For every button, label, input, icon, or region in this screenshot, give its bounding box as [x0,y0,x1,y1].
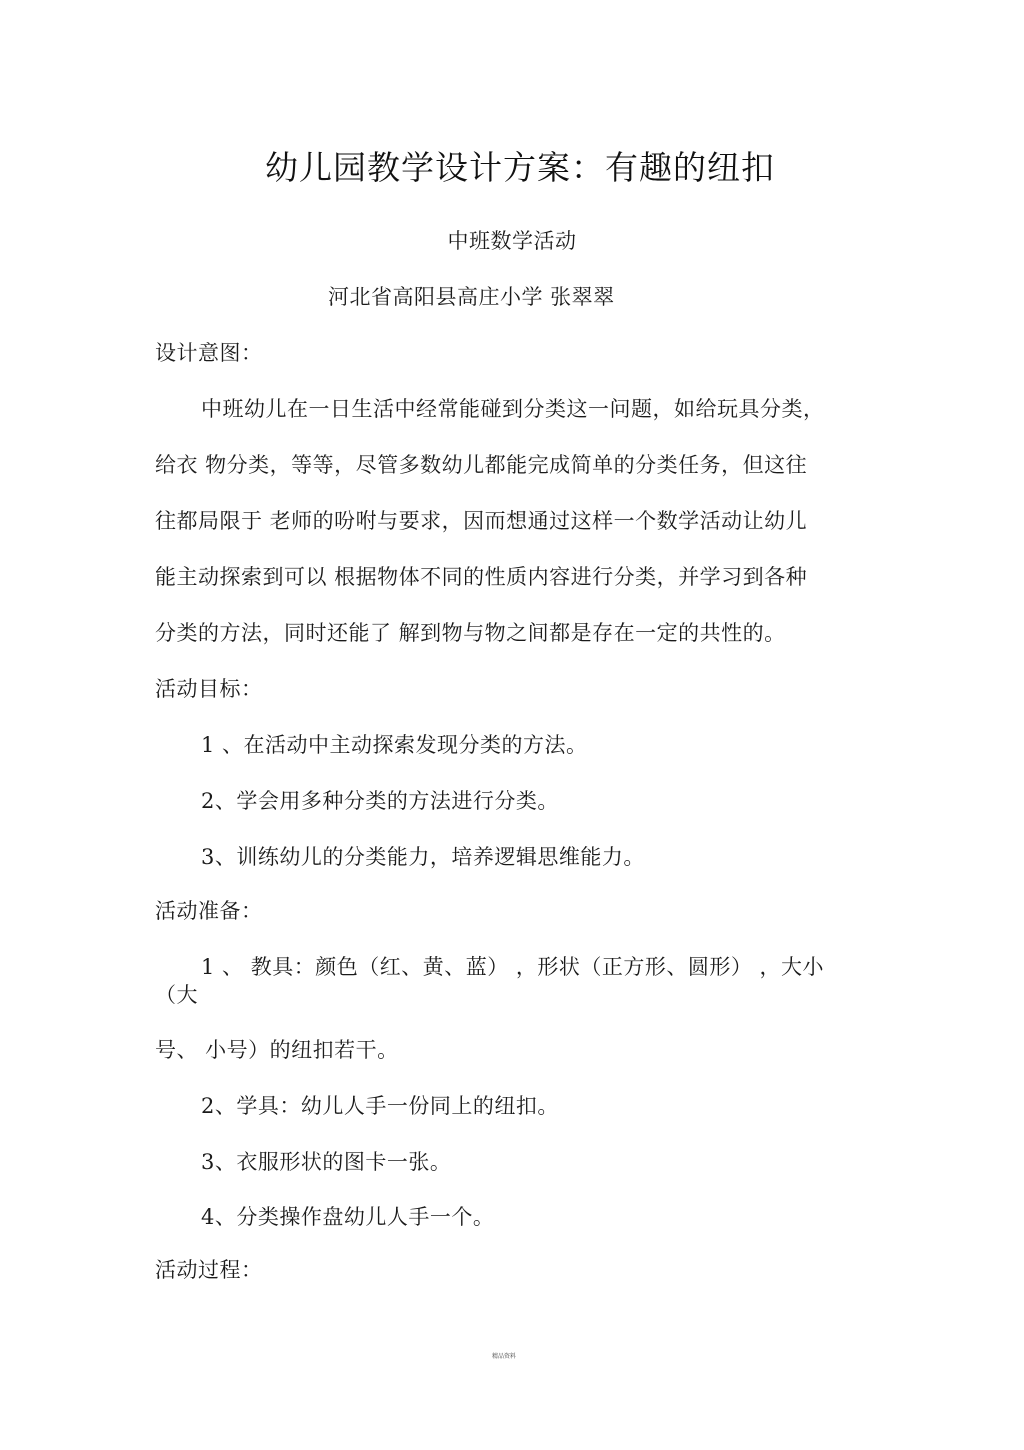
list-item-continuation: 号、 小号）的纽扣若干。 [155,1038,399,1062]
paragraph-line: 能主动探索到可以 根据物体不同的性质内容进行分类，并学习到各种 [155,565,808,589]
section-heading-prep: 活动准备： [155,899,263,923]
document-subtitle: 中班数学活动 [447,229,577,253]
paragraph-line: 分类的方法，同时还能了 解到物与物之间都是存在一定的共性的。 [155,621,786,645]
document-author: 河北省高阳县高庄小学 张翠翠 [328,285,615,309]
section-heading-process: 活动过程： [155,1258,263,1282]
list-item: 1 、 教具：颜色（红、黄、蓝） ，形状（正方形、圆形） ，大小 [201,955,825,979]
list-item-continuation: （大 [155,983,198,1007]
list-item: 3、衣服形状的图卡一张。 [201,1150,452,1174]
document-title: 幼儿园教学设计方案：有趣的纽扣 [265,148,775,187]
list-item: 4、分类操作盘幼儿人手一个。 [201,1205,495,1229]
paragraph-line: 给衣 物分类，等等，尽管多数幼儿都能完成简单的分类任务，但这往 [155,453,808,477]
paragraph-line: 中班幼儿在一日生活中经常能碰到分类这一问题，如给玩具分类， [201,397,825,421]
page-footer: 精品资料 [492,1353,517,1360]
list-item: 2、学会用多种分类的方法进行分类。 [201,789,559,813]
list-item: 1 、在活动中主动探索发现分类的方法。 [201,733,588,757]
section-heading-goals: 活动目标： [155,677,263,701]
list-item: 3、训练幼儿的分类能力，培养逻辑思维能力。 [201,845,645,869]
paragraph-line: 往都局限于 老师的吩咐与要求，因而想通过这样一个数学活动让幼儿 [155,509,808,533]
section-heading-intent: 设计意图： [155,341,263,365]
list-item: 2、学具：幼儿人手一份同上的纽扣。 [201,1094,559,1118]
